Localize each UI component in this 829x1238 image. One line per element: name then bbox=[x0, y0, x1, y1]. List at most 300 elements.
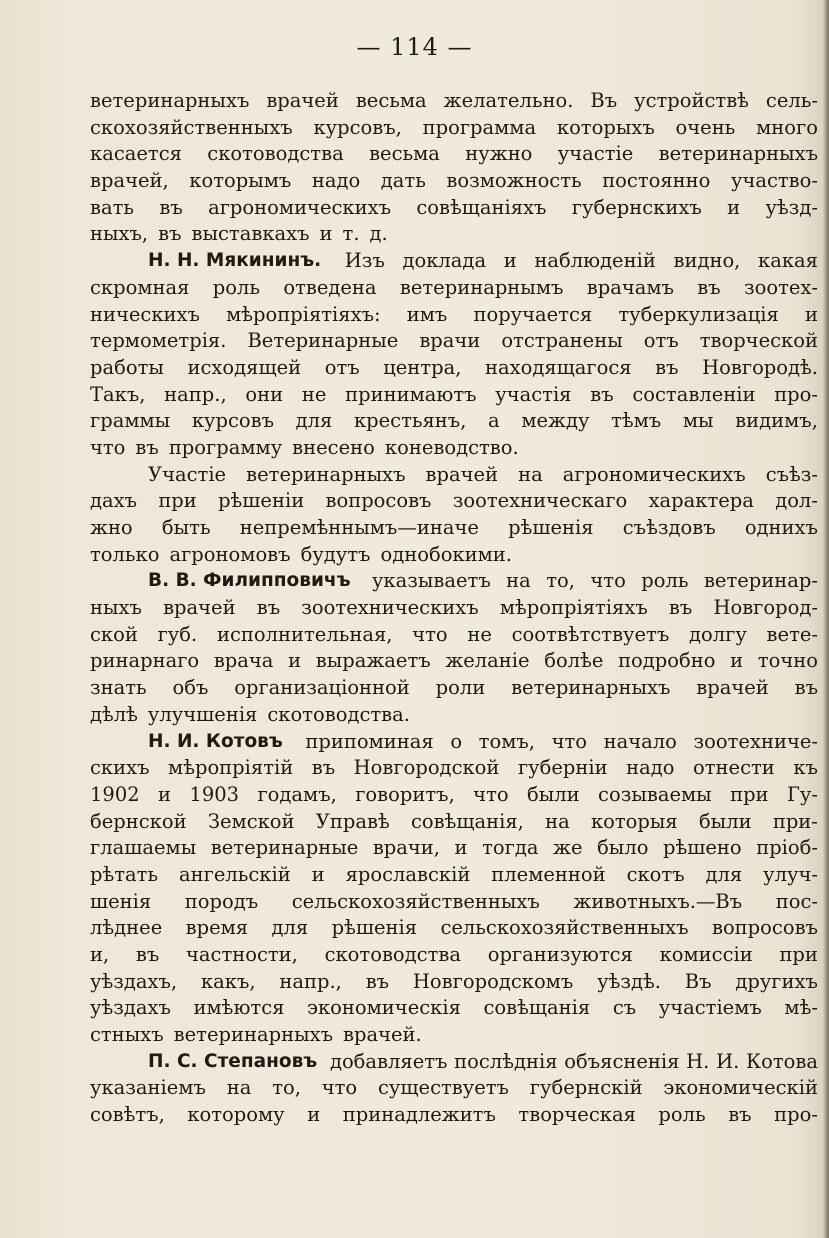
word: что bbox=[321, 1076, 358, 1100]
text-line bbox=[90, 435, 818, 462]
word: находящагося bbox=[484, 355, 632, 379]
word: тѣмъ bbox=[611, 409, 662, 433]
word: агрономическихъ bbox=[208, 195, 392, 219]
word: улуч- bbox=[763, 862, 818, 886]
word: на bbox=[545, 809, 570, 833]
word: въ bbox=[590, 382, 614, 406]
word: на bbox=[518, 462, 543, 486]
word: ветеринар- bbox=[703, 569, 818, 593]
word: губ. bbox=[157, 622, 198, 646]
text-line bbox=[90, 1049, 818, 1076]
word: дѣлѣ bbox=[90, 702, 138, 726]
word: вопросовъ bbox=[711, 916, 818, 940]
word: для bbox=[271, 916, 309, 940]
word: Ветеринарные bbox=[247, 329, 399, 353]
word: совѣтъ, bbox=[90, 1103, 165, 1127]
word: и, bbox=[90, 943, 110, 966]
word: въ bbox=[365, 969, 390, 993]
word: Изъ bbox=[344, 249, 385, 273]
word: и bbox=[158, 782, 172, 806]
text-line bbox=[90, 88, 818, 115]
word: роль bbox=[641, 569, 689, 593]
text-line bbox=[90, 755, 818, 782]
text-line bbox=[90, 835, 818, 862]
word: къ bbox=[793, 756, 818, 780]
word: И. bbox=[716, 1049, 740, 1073]
word: врачамъ bbox=[586, 275, 674, 299]
word: Н. bbox=[686, 1049, 710, 1073]
word: рѣшено bbox=[663, 836, 742, 860]
word: принимаютъ bbox=[345, 382, 477, 406]
text-line bbox=[90, 862, 818, 889]
text-line bbox=[90, 515, 818, 542]
word: въ bbox=[668, 596, 693, 620]
word: при- bbox=[772, 809, 818, 833]
word: Котова bbox=[746, 1049, 818, 1073]
word: бернской bbox=[90, 809, 187, 833]
word: рѣтать bbox=[90, 862, 159, 886]
word: принадлежитъ bbox=[342, 1103, 496, 1127]
word: организуются bbox=[487, 943, 633, 966]
word: сельскохозяйственныхъ bbox=[440, 916, 689, 940]
word: Такъ, bbox=[90, 382, 146, 406]
word: составленіи bbox=[632, 382, 756, 406]
word: соотвѣтствуетъ bbox=[511, 622, 670, 646]
word: были bbox=[698, 809, 752, 833]
word: сель- bbox=[765, 89, 818, 112]
word: участво- bbox=[730, 169, 818, 193]
text-line bbox=[90, 702, 818, 729]
word: курсовъ, bbox=[313, 115, 402, 139]
word: о bbox=[450, 729, 463, 753]
word: что bbox=[551, 729, 588, 753]
word: они bbox=[245, 382, 284, 406]
word: творческой bbox=[699, 329, 818, 353]
word: поручается bbox=[473, 302, 593, 326]
text-line bbox=[90, 195, 818, 222]
word: въ bbox=[697, 275, 721, 299]
word: Новгородѣ. bbox=[702, 355, 818, 379]
word: мѣропріятіяхъ bbox=[499, 596, 648, 620]
word: мы bbox=[682, 409, 714, 433]
text-line bbox=[90, 595, 818, 622]
word: губерніи bbox=[517, 756, 608, 780]
word: томъ, bbox=[478, 729, 535, 753]
word: пріоб- bbox=[756, 836, 818, 860]
word: для bbox=[295, 409, 333, 433]
word: частности, bbox=[186, 943, 298, 966]
text-line bbox=[90, 622, 818, 649]
word: знать bbox=[90, 676, 147, 700]
word: программу bbox=[168, 435, 283, 459]
word: однихъ bbox=[744, 516, 818, 539]
word: племенной bbox=[491, 862, 606, 886]
word: улучшенія bbox=[147, 702, 258, 726]
text-line bbox=[90, 115, 818, 142]
word: же bbox=[553, 836, 583, 860]
word: указаніемъ bbox=[90, 1076, 206, 1100]
word: скихъ bbox=[90, 756, 150, 780]
word: ветеринарныхъ bbox=[246, 462, 406, 486]
word: зоотехническаго bbox=[452, 489, 628, 513]
word: ныхъ bbox=[90, 596, 142, 620]
text-line bbox=[90, 328, 818, 355]
word: какъ, bbox=[200, 969, 256, 993]
word: мѣропріятіяхъ: bbox=[226, 302, 381, 326]
word: ветеринарныхъ bbox=[90, 89, 250, 112]
word: ветеринарныхъ bbox=[511, 676, 671, 700]
word: рѣшенія bbox=[331, 916, 418, 940]
word: пос- bbox=[775, 889, 818, 913]
text-line bbox=[90, 488, 818, 515]
word: губернскихъ bbox=[571, 195, 702, 219]
word: весьма bbox=[369, 142, 440, 166]
word: объясненія bbox=[564, 1049, 680, 1073]
word: существуетъ bbox=[378, 1076, 509, 1100]
word: уѣзд- bbox=[765, 195, 818, 219]
word: выставкахъ bbox=[191, 222, 310, 246]
word: быть bbox=[161, 516, 211, 539]
word: имѣются bbox=[193, 996, 285, 1020]
word: имъ bbox=[406, 302, 448, 326]
word: тогда bbox=[482, 836, 539, 860]
word: совѣщанія, bbox=[410, 809, 524, 833]
word: будутъ bbox=[300, 542, 371, 566]
word: Въ bbox=[590, 89, 618, 112]
word: вать bbox=[90, 195, 135, 219]
text-line bbox=[90, 275, 818, 302]
word: участіемъ bbox=[658, 996, 762, 1020]
text-line bbox=[90, 462, 818, 489]
word: съѣз- bbox=[765, 462, 818, 486]
word: вопросовъ bbox=[325, 489, 432, 513]
word: врачи bbox=[419, 329, 481, 353]
word: вете- bbox=[766, 622, 818, 646]
word: рѣшенія bbox=[508, 516, 594, 539]
word: и bbox=[307, 1103, 321, 1127]
word: рѣшеніи bbox=[218, 489, 305, 513]
word: болѣе bbox=[544, 649, 604, 673]
text-line bbox=[90, 942, 818, 969]
word: много bbox=[756, 115, 818, 139]
word: комиссіи bbox=[659, 943, 753, 966]
word: врачей bbox=[696, 676, 769, 700]
word: и bbox=[503, 249, 517, 273]
word: то, bbox=[272, 1076, 301, 1100]
word: д. bbox=[369, 222, 388, 246]
text-line bbox=[90, 782, 818, 809]
word: однобокими. bbox=[380, 542, 512, 566]
speaker-name: Н. Н. Мякининъ. bbox=[148, 250, 322, 272]
word: въ bbox=[158, 222, 182, 246]
word: Въ bbox=[684, 969, 712, 993]
word: зоотехническихъ bbox=[301, 596, 479, 620]
word: термометрія. bbox=[90, 329, 227, 353]
text-line bbox=[90, 248, 818, 275]
word: которыя bbox=[590, 809, 678, 833]
word: начало bbox=[603, 729, 677, 753]
text-line bbox=[90, 568, 818, 595]
word: говоритъ, bbox=[355, 782, 455, 806]
word: въ bbox=[311, 756, 336, 780]
word: глашаемы bbox=[90, 836, 197, 860]
word: скотоводства bbox=[207, 142, 344, 166]
word: надо bbox=[311, 169, 361, 193]
word: зоотехниче- bbox=[693, 729, 818, 753]
word: было bbox=[597, 836, 649, 860]
text-line bbox=[90, 302, 818, 329]
word: дать bbox=[380, 169, 426, 193]
word: скромная bbox=[90, 275, 190, 299]
word: отведена bbox=[283, 275, 377, 299]
word: туберкулизація bbox=[618, 302, 779, 326]
word: что bbox=[90, 435, 126, 459]
word: дол- bbox=[775, 489, 818, 513]
word: другихъ bbox=[735, 969, 818, 993]
word: участіе bbox=[557, 142, 634, 166]
word: дахъ bbox=[90, 489, 138, 513]
word: наблюденій bbox=[534, 249, 656, 273]
word: Новгородскомъ bbox=[412, 969, 574, 993]
word: и bbox=[311, 862, 325, 886]
word: роль bbox=[212, 275, 260, 299]
word: отъ bbox=[324, 355, 360, 379]
word: а bbox=[488, 409, 500, 433]
word: т. bbox=[342, 222, 360, 246]
word: напр., bbox=[279, 969, 342, 993]
word: то, bbox=[546, 569, 575, 593]
word: и bbox=[727, 195, 741, 219]
word: устройствѣ bbox=[634, 89, 749, 112]
word: съ bbox=[612, 996, 637, 1020]
word: про- bbox=[774, 382, 818, 406]
word: желаніе bbox=[445, 649, 530, 673]
word: объ bbox=[172, 676, 209, 700]
word: на bbox=[226, 1076, 252, 1100]
text-line bbox=[90, 542, 818, 569]
word: и bbox=[319, 222, 333, 246]
word: врачей bbox=[266, 89, 339, 112]
word: добавляетъ bbox=[329, 1049, 448, 1073]
word: непремѣннымъ—иначе bbox=[239, 516, 479, 539]
word: ветеринарные bbox=[210, 836, 359, 860]
word: уѣздахъ bbox=[90, 996, 171, 1020]
text-line bbox=[90, 382, 818, 409]
word: курсовъ bbox=[191, 409, 275, 433]
word: про- bbox=[774, 1103, 818, 1127]
word: при bbox=[779, 943, 818, 966]
word: уѣздахъ, bbox=[90, 969, 178, 993]
word: постоянно bbox=[602, 169, 711, 193]
word: граммы bbox=[90, 409, 171, 433]
word: годамъ, bbox=[257, 782, 337, 806]
text-line bbox=[90, 355, 818, 382]
word: животныхъ.—Въ bbox=[573, 889, 743, 913]
word: жно bbox=[90, 516, 133, 539]
word: весьма bbox=[355, 89, 427, 112]
word: шенія bbox=[90, 889, 152, 913]
word: видимъ, bbox=[735, 409, 818, 433]
text-line bbox=[90, 1075, 818, 1102]
page-edge-shadow bbox=[823, 0, 829, 1238]
word: въ bbox=[655, 355, 679, 379]
word: въ bbox=[728, 1103, 752, 1127]
word: не bbox=[467, 622, 492, 646]
text-line bbox=[90, 648, 818, 675]
word: точно bbox=[757, 649, 818, 673]
word: что bbox=[590, 569, 626, 593]
word: Земской bbox=[207, 809, 295, 833]
word: желательно. bbox=[443, 89, 574, 112]
word: коневодство. bbox=[384, 435, 519, 459]
word: и bbox=[454, 836, 468, 860]
text-line bbox=[90, 729, 818, 756]
word: отстранены bbox=[501, 329, 623, 353]
word: время bbox=[185, 916, 249, 940]
word: только bbox=[90, 542, 160, 566]
text-line bbox=[90, 1102, 818, 1129]
word: для bbox=[705, 862, 743, 886]
word: центра, bbox=[383, 355, 462, 379]
word: между bbox=[521, 409, 590, 433]
word: ныхъ, bbox=[90, 222, 149, 246]
text-line bbox=[90, 141, 818, 168]
text-line bbox=[90, 675, 818, 702]
word: доклада bbox=[402, 249, 487, 273]
word: какая bbox=[758, 249, 818, 273]
word: въ bbox=[135, 943, 160, 966]
word: при bbox=[158, 489, 197, 513]
word: совѣщанія bbox=[483, 996, 591, 1020]
text-line bbox=[90, 889, 818, 916]
word: творческая bbox=[518, 1103, 636, 1127]
word: исходящей bbox=[187, 355, 302, 379]
word: породъ bbox=[184, 889, 259, 913]
word: и bbox=[804, 302, 818, 326]
word: характера bbox=[648, 489, 754, 513]
word: врачи, bbox=[372, 836, 440, 860]
word: Участіе bbox=[148, 462, 227, 486]
word: Новгород- bbox=[713, 596, 818, 620]
text-line bbox=[90, 995, 818, 1022]
word: мѣ- bbox=[784, 996, 818, 1020]
word: мѣропріятій bbox=[168, 756, 294, 780]
word: лѣднее bbox=[90, 916, 163, 940]
word: подробно bbox=[618, 649, 716, 673]
word: созываемы bbox=[598, 782, 712, 806]
text-line bbox=[90, 809, 818, 836]
word: роль bbox=[658, 1103, 706, 1127]
word: скотоводства. bbox=[267, 702, 410, 726]
word: стныхъ bbox=[90, 1023, 164, 1047]
word: агрономовъ bbox=[169, 542, 291, 566]
word: возможность bbox=[446, 169, 582, 193]
word: долгу bbox=[688, 622, 747, 646]
word: не bbox=[301, 382, 327, 406]
word: въ bbox=[256, 596, 281, 620]
word: въ bbox=[135, 435, 159, 459]
word: при bbox=[730, 782, 769, 806]
word: напр., bbox=[164, 382, 227, 406]
word: врачей bbox=[425, 462, 499, 486]
word: организаціонной bbox=[234, 676, 410, 700]
word: ветеринарнымъ bbox=[399, 275, 564, 299]
body-text bbox=[90, 88, 818, 1129]
text-line bbox=[90, 969, 818, 996]
word: губернскій bbox=[529, 1076, 643, 1100]
word: ветеринарныхъ bbox=[173, 1023, 333, 1047]
word: въ bbox=[794, 676, 818, 700]
word: врачей, bbox=[90, 169, 169, 193]
word: работы bbox=[90, 355, 164, 379]
word: отнести bbox=[693, 756, 775, 780]
word: ническихъ bbox=[90, 302, 200, 326]
page-number: — 114 — bbox=[356, 33, 473, 61]
word: 1903 bbox=[189, 782, 240, 806]
text-line bbox=[90, 408, 818, 435]
word: врачей. bbox=[343, 1023, 422, 1047]
word: отъ bbox=[643, 329, 679, 353]
word: совѣщаніяхъ bbox=[416, 195, 547, 219]
word: ской bbox=[90, 622, 138, 646]
word: ветеринарныхъ bbox=[658, 142, 818, 166]
word: экономическія bbox=[307, 996, 461, 1020]
word: скотоводства bbox=[324, 943, 461, 966]
word: участія bbox=[495, 382, 572, 406]
word: скохозяйственныхъ bbox=[90, 115, 293, 139]
text-line bbox=[90, 168, 818, 195]
text-line bbox=[90, 915, 818, 942]
word: надо bbox=[626, 756, 675, 780]
word: были bbox=[526, 782, 580, 806]
word: экономическій bbox=[663, 1076, 818, 1100]
word: и bbox=[730, 649, 744, 673]
word: Управѣ bbox=[315, 809, 390, 833]
word: которымъ bbox=[189, 169, 292, 193]
word: что bbox=[473, 782, 509, 806]
word: въ bbox=[159, 195, 183, 219]
word: нужно bbox=[465, 142, 533, 166]
speaker-name: В. В. Филипповичъ bbox=[148, 570, 351, 592]
word: Гу- bbox=[786, 782, 818, 806]
word: скотъ bbox=[626, 862, 685, 886]
word: крестьянъ, bbox=[353, 409, 467, 433]
word: видно, bbox=[673, 249, 741, 273]
word: и bbox=[288, 649, 302, 673]
word: которыхъ bbox=[556, 115, 655, 139]
word: 1902 bbox=[90, 782, 140, 806]
word: указываетъ bbox=[371, 569, 491, 593]
word: на bbox=[506, 569, 531, 593]
word: съѣздовъ bbox=[622, 516, 716, 539]
word: что bbox=[412, 622, 448, 646]
word: выражаетъ bbox=[315, 649, 431, 673]
word: припоминая bbox=[305, 729, 434, 753]
word: внесено bbox=[292, 435, 375, 459]
text-line bbox=[90, 1022, 818, 1049]
word: которому bbox=[187, 1103, 285, 1127]
word: ангельскій bbox=[178, 862, 291, 886]
word: касается bbox=[90, 142, 182, 166]
speaker-name: Н. И. Котовъ bbox=[148, 730, 283, 752]
word: послѣднія bbox=[454, 1049, 558, 1073]
word: Новгородской bbox=[353, 756, 500, 780]
word: очень bbox=[675, 115, 736, 139]
word: сельскохозяйственныхъ bbox=[291, 889, 540, 913]
word: ринарнаго bbox=[90, 649, 200, 673]
word: агрономическихъ bbox=[562, 462, 746, 486]
word: уѣздѣ. bbox=[597, 969, 661, 993]
